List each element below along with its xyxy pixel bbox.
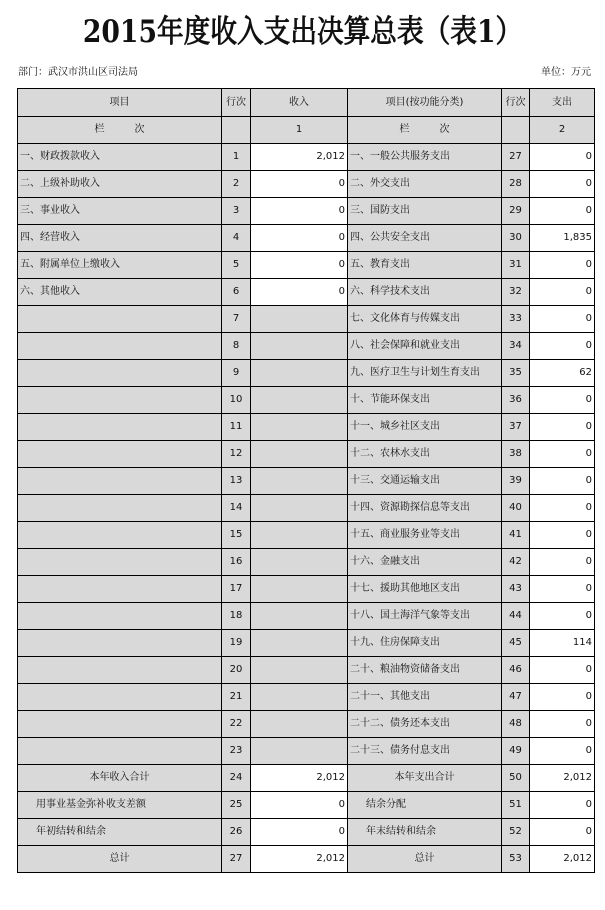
summary-row: [18, 765, 595, 792]
income-value: [251, 333, 348, 360]
header-line-no-2: 行次: [502, 89, 530, 117]
table-row: [18, 630, 595, 657]
header-item: 项目: [18, 89, 222, 117]
income-line-no: 22: [222, 711, 251, 738]
income-line-no: 4: [222, 225, 251, 252]
income-item: [18, 468, 222, 495]
expense-line-no: 43: [502, 576, 530, 603]
table-row: [18, 198, 595, 225]
expense-line-no: 44: [502, 603, 530, 630]
expense-item: 九、医疗卫生与计划生育支出: [348, 360, 502, 387]
income-value: 0: [251, 279, 348, 306]
summary-income-item: 年初结转和结余: [18, 819, 222, 846]
income-item: [18, 522, 222, 549]
table-row: [18, 522, 595, 549]
expense-value: 0: [530, 171, 595, 198]
income-item: [18, 414, 222, 441]
header-income: 收入: [251, 89, 348, 117]
income-item: [18, 306, 222, 333]
income-item: [18, 576, 222, 603]
header-item-func: 项目(按功能分类): [348, 89, 502, 117]
expense-item: 十二、农林水支出: [348, 441, 502, 468]
expense-item: 十六、金融支出: [348, 549, 502, 576]
expense-line-no: 38: [502, 441, 530, 468]
expense-value: 0: [530, 738, 595, 765]
col-label-2: 栏 次: [348, 117, 502, 144]
expense-item: 四、公共安全支出: [348, 225, 502, 252]
expense-value: 1,835: [530, 225, 595, 252]
expense-value: 0: [530, 495, 595, 522]
expense-item: 二十、粮油物资储备支出: [348, 657, 502, 684]
summary-expense-value: 0: [530, 819, 595, 846]
expense-value: 0: [530, 657, 595, 684]
col-blank-2: [502, 117, 530, 144]
expense-item: 一、一般公共服务支出: [348, 144, 502, 171]
income-value: 0: [251, 252, 348, 279]
expense-value: 0: [530, 441, 595, 468]
summary-income-line-no: 27: [222, 846, 251, 873]
income-line-no: 12: [222, 441, 251, 468]
summary-expense-value: 2,012: [530, 846, 595, 873]
expense-item: 十一、城乡社区支出: [348, 414, 502, 441]
summary-expense-item: 本年支出合计: [348, 765, 502, 792]
income-value: [251, 549, 348, 576]
summary-expense-item: 总计: [348, 846, 502, 873]
income-line-no: 14: [222, 495, 251, 522]
income-item: [18, 387, 222, 414]
expense-line-no: 32: [502, 279, 530, 306]
income-item: [18, 495, 222, 522]
summary-expense-item: 年末结转和结余: [348, 819, 502, 846]
col-index-2: 2: [530, 117, 595, 144]
expense-item: 八、社会保障和就业支出: [348, 333, 502, 360]
table-row: [18, 225, 595, 252]
income-item: [18, 711, 222, 738]
income-value: 0: [251, 198, 348, 225]
income-value: [251, 630, 348, 657]
unit-label: 单位：万元: [541, 67, 591, 78]
table-row: [18, 576, 595, 603]
summary-expense-line-no: 51: [502, 792, 530, 819]
expense-value: 62: [530, 360, 595, 387]
income-line-no: 16: [222, 549, 251, 576]
summary-income-value: 0: [251, 819, 348, 846]
expense-line-no: 27: [502, 144, 530, 171]
income-line-no: 19: [222, 630, 251, 657]
expense-item: 二十二、债务还本支出: [348, 711, 502, 738]
income-line-no: 21: [222, 684, 251, 711]
table-row: [18, 360, 595, 387]
expense-item: 二十三、债务付息支出: [348, 738, 502, 765]
expense-value: 114: [530, 630, 595, 657]
table-row: [18, 549, 595, 576]
expense-line-no: 41: [502, 522, 530, 549]
expense-line-no: 40: [502, 495, 530, 522]
income-item: 四、经营收入: [18, 225, 222, 252]
table-row: [18, 738, 595, 765]
income-value: [251, 360, 348, 387]
expense-line-no: 39: [502, 468, 530, 495]
expense-line-no: 45: [502, 630, 530, 657]
report-title: 2015年度收入支出决算总表（表1）: [82, 14, 523, 50]
expense-line-no: 48: [502, 711, 530, 738]
expense-item: 二、外交支出: [348, 171, 502, 198]
expense-value: 0: [530, 576, 595, 603]
col-label: 栏 次: [18, 117, 222, 144]
income-value: [251, 468, 348, 495]
income-value: [251, 657, 348, 684]
income-line-no: 7: [222, 306, 251, 333]
expense-line-no: 33: [502, 306, 530, 333]
income-item: 二、上级补助收入: [18, 171, 222, 198]
expense-value: 0: [530, 198, 595, 225]
summary-income-line-no: 26: [222, 819, 251, 846]
expense-value: 0: [530, 603, 595, 630]
income-line-no: 3: [222, 198, 251, 225]
income-item: [18, 684, 222, 711]
expense-item: 十七、援助其他地区支出: [348, 576, 502, 603]
summary-income-item: 用事业基金弥补收支差额: [18, 792, 222, 819]
income-line-no: 23: [222, 738, 251, 765]
expense-line-no: 31: [502, 252, 530, 279]
income-value: [251, 522, 348, 549]
header-row: [18, 89, 595, 117]
expense-line-no: 34: [502, 333, 530, 360]
income-item: 三、事业收入: [18, 198, 222, 225]
income-line-no: 11: [222, 414, 251, 441]
expense-value: 0: [530, 333, 595, 360]
income-line-no: 13: [222, 468, 251, 495]
expense-value: 0: [530, 549, 595, 576]
expense-item: 十三、交通运输支出: [348, 468, 502, 495]
expense-item: 二十一、其他支出: [348, 684, 502, 711]
summary-expense-value: 0: [530, 792, 595, 819]
income-line-no: 9: [222, 360, 251, 387]
summary-expense-item: 结余分配: [348, 792, 502, 819]
income-item: 五、附属单位上缴收入: [18, 252, 222, 279]
income-item: [18, 603, 222, 630]
income-item: 六、其他收入: [18, 279, 222, 306]
expense-line-no: 46: [502, 657, 530, 684]
summary-expense-line-no: 53: [502, 846, 530, 873]
income-item: [18, 333, 222, 360]
income-value: [251, 603, 348, 630]
income-value: [251, 387, 348, 414]
summary-income-line-no: 24: [222, 765, 251, 792]
expense-line-no: 36: [502, 387, 530, 414]
income-line-no: 20: [222, 657, 251, 684]
income-item: [18, 630, 222, 657]
income-item: [18, 738, 222, 765]
income-value: [251, 576, 348, 603]
expense-value: 0: [530, 711, 595, 738]
table-row: [18, 468, 595, 495]
income-value: [251, 441, 348, 468]
income-value: [251, 711, 348, 738]
summary-income-value: 2,012: [251, 846, 348, 873]
expense-value: 0: [530, 144, 595, 171]
table-row: [18, 657, 595, 684]
income-line-no: 17: [222, 576, 251, 603]
income-item: [18, 549, 222, 576]
budget-table: [17, 88, 595, 873]
expense-item: 三、国防支出: [348, 198, 502, 225]
col-blank: [222, 117, 251, 144]
expense-item: 五、教育支出: [348, 252, 502, 279]
income-value: [251, 738, 348, 765]
expense-item: 六、科学技术支出: [348, 279, 502, 306]
expense-value: 0: [530, 684, 595, 711]
summary-income-item: 总计: [18, 846, 222, 873]
expense-item: 十八、国土海洋气象等支出: [348, 603, 502, 630]
expense-line-no: 28: [502, 171, 530, 198]
summary-expense-line-no: 50: [502, 765, 530, 792]
income-value: [251, 684, 348, 711]
table-row: [18, 495, 595, 522]
expense-value: 0: [530, 468, 595, 495]
expense-line-no: 30: [502, 225, 530, 252]
col-index-1: 1: [251, 117, 348, 144]
table-row: [18, 171, 595, 198]
income-item: [18, 441, 222, 468]
expense-value: 0: [530, 387, 595, 414]
expense-line-no: 47: [502, 684, 530, 711]
table-row: [18, 414, 595, 441]
summary-row: [18, 792, 595, 819]
expense-value: 0: [530, 279, 595, 306]
income-value: 0: [251, 225, 348, 252]
summary-row: [18, 846, 595, 873]
income-value: [251, 414, 348, 441]
income-value: [251, 306, 348, 333]
summary-income-value: 2,012: [251, 765, 348, 792]
income-line-no: 15: [222, 522, 251, 549]
table-row: [18, 279, 595, 306]
expense-item: 十、节能环保支出: [348, 387, 502, 414]
table-row: [18, 333, 595, 360]
table-row: [18, 711, 595, 738]
expense-value: 0: [530, 252, 595, 279]
income-line-no: 8: [222, 333, 251, 360]
income-value: 2,012: [251, 144, 348, 171]
income-line-no: 2: [222, 171, 251, 198]
expense-value: 0: [530, 414, 595, 441]
table-row: [18, 441, 595, 468]
table-row: [18, 684, 595, 711]
income-value: [251, 495, 348, 522]
summary-row: [18, 819, 595, 846]
summary-expense-line-no: 52: [502, 819, 530, 846]
expense-item: 十九、住房保障支出: [348, 630, 502, 657]
budget-table-body: [18, 89, 595, 873]
income-value: 0: [251, 171, 348, 198]
expense-item: 七、文化体育与传媒支出: [348, 306, 502, 333]
income-line-no: 18: [222, 603, 251, 630]
header-line-no: 行次: [222, 89, 251, 117]
table-row: [18, 306, 595, 333]
summary-expense-value: 2,012: [530, 765, 595, 792]
summary-income-line-no: 25: [222, 792, 251, 819]
expense-item: 十四、资源勘探信息等支出: [348, 495, 502, 522]
expense-value: 0: [530, 522, 595, 549]
table-row: [18, 252, 595, 279]
department-label: 部门：武汉市洪山区司法局: [18, 67, 138, 78]
table-row: [18, 387, 595, 414]
expense-line-no: 49: [502, 738, 530, 765]
column-index-row: [18, 117, 595, 144]
expense-line-no: 29: [502, 198, 530, 225]
expense-line-no: 42: [502, 549, 530, 576]
expense-line-no: 35: [502, 360, 530, 387]
summary-income-item: 本年收入合计: [18, 765, 222, 792]
income-line-no: 1: [222, 144, 251, 171]
expense-line-no: 37: [502, 414, 530, 441]
income-item: [18, 360, 222, 387]
income-item: [18, 657, 222, 684]
table-row: [18, 603, 595, 630]
income-line-no: 6: [222, 279, 251, 306]
expense-value: 0: [530, 306, 595, 333]
expense-item: 十五、商业服务业等支出: [348, 522, 502, 549]
income-line-no: 5: [222, 252, 251, 279]
income-line-no: 10: [222, 387, 251, 414]
income-item: 一、财政拨款收入: [18, 144, 222, 171]
table-row: [18, 144, 595, 171]
header-expense: 支出: [530, 89, 595, 117]
summary-income-value: 0: [251, 792, 348, 819]
